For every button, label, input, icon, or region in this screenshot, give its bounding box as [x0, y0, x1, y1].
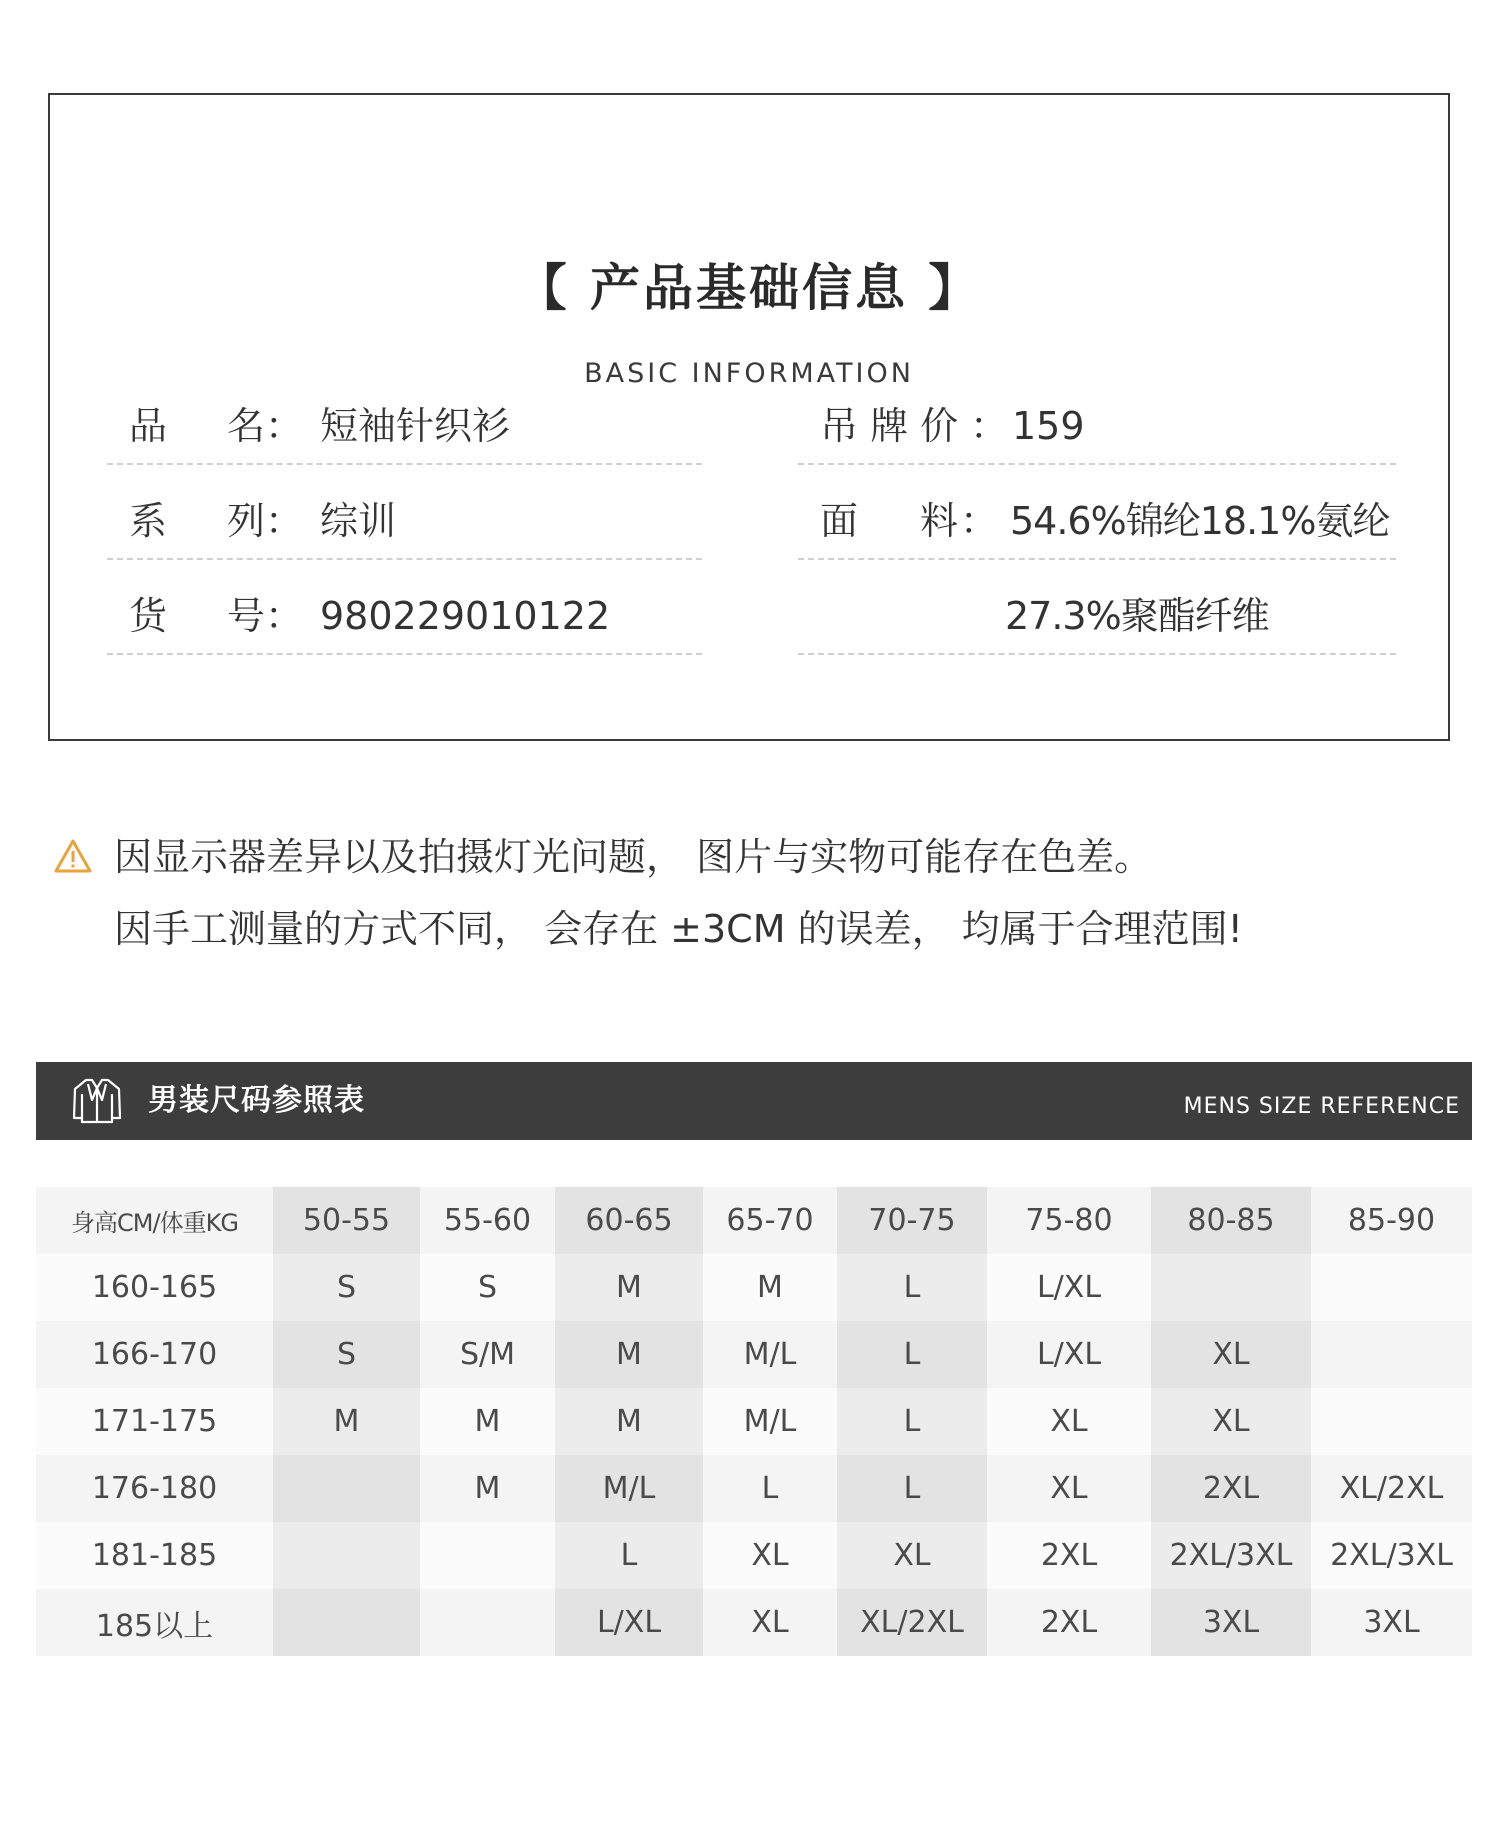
size-cell: L — [837, 1388, 987, 1455]
info-row-fabric — [798, 490, 1396, 560]
info-value: 短袖针织衫 — [320, 404, 511, 448]
size-cell: M — [555, 1254, 703, 1321]
size-cell: L — [837, 1321, 987, 1388]
size-cell — [1151, 1254, 1311, 1321]
info-label: 系 — [129, 499, 168, 543]
size-cell: XL — [837, 1522, 987, 1589]
weight-column-header: 70-75 — [837, 1187, 987, 1254]
size-table-row — [36, 1522, 1472, 1589]
info-value: 54.6%锦纶18.1%氨纶 — [1010, 499, 1390, 543]
size-cell: L/XL — [555, 1589, 703, 1656]
info-row-item-number — [107, 585, 702, 655]
size-cell: 3XL — [1151, 1589, 1311, 1656]
size-cell: L — [837, 1455, 987, 1522]
size-cell: XL — [703, 1589, 837, 1656]
size-cell — [420, 1522, 555, 1589]
info-title: 【 产品基础信息 】 — [516, 259, 982, 317]
size-cell: XL — [987, 1388, 1151, 1455]
size-cell: S/M — [420, 1321, 555, 1388]
info-colon: ： — [265, 499, 304, 543]
info-row-product-name — [107, 395, 702, 465]
size-cell: XL — [703, 1522, 837, 1589]
weight-column-header: 55-60 — [420, 1187, 555, 1254]
weight-column-header: 65-70 — [703, 1187, 837, 1254]
size-cell: L/XL — [987, 1254, 1151, 1321]
size-cell: 2XL/3XL — [1151, 1522, 1311, 1589]
info-value: 综训 — [320, 499, 397, 543]
info-row-fabric-continued — [798, 585, 1396, 655]
info-colon: ： — [960, 499, 999, 543]
jacket-logo-icon — [70, 1074, 124, 1128]
size-cell: 2XL — [987, 1589, 1151, 1656]
size-chart-title: 男装尺码参照表 — [148, 1083, 365, 1118]
size-cell — [1311, 1388, 1472, 1455]
size-cell — [1311, 1254, 1472, 1321]
height-row-header: 166-170 — [36, 1321, 273, 1388]
info-label: 号 — [227, 594, 266, 638]
size-cell: L — [837, 1254, 987, 1321]
size-cell: M — [273, 1388, 420, 1455]
size-cell — [273, 1589, 420, 1656]
info-label: 品 — [129, 404, 168, 448]
basic-info-card — [48, 93, 1450, 741]
size-table-row — [36, 1321, 1472, 1388]
height-row-header: 185以上 — [36, 1589, 273, 1656]
size-cell: S — [273, 1321, 420, 1388]
size-cell: XL — [987, 1455, 1151, 1522]
size-cell: 2XL — [1151, 1455, 1311, 1522]
size-table-row — [36, 1455, 1472, 1522]
size-table-row — [36, 1589, 1472, 1656]
size-cell: S — [420, 1254, 555, 1321]
size-cell: M — [420, 1388, 555, 1455]
height-row-header: 181-185 — [36, 1522, 273, 1589]
size-cell: M/L — [703, 1388, 837, 1455]
size-cell: S — [273, 1254, 420, 1321]
size-table-header-row — [36, 1187, 1472, 1254]
info-label: 列 — [227, 499, 266, 543]
weight-column-header: 85-90 — [1311, 1187, 1472, 1254]
size-cell: 2XL — [987, 1522, 1151, 1589]
weight-column-header: 50-55 — [273, 1187, 420, 1254]
weight-column-header: 60-65 — [555, 1187, 703, 1254]
height-row-header: 176-180 — [36, 1455, 273, 1522]
size-cell: M — [555, 1321, 703, 1388]
weight-column-header: 80-85 — [1151, 1187, 1311, 1254]
info-colon: ： — [265, 594, 304, 638]
height-row-header: 171-175 — [36, 1388, 273, 1455]
warning-triangle-icon — [53, 838, 93, 874]
size-cell: 2XL/3XL — [1311, 1522, 1472, 1589]
size-table-row — [36, 1254, 1472, 1321]
size-cell: L/XL — [987, 1321, 1151, 1388]
size-cell: 3XL — [1311, 1589, 1472, 1656]
size-cell: M — [703, 1254, 837, 1321]
info-value: 27.3%聚酯纤维 — [1005, 594, 1269, 638]
size-cell — [420, 1589, 555, 1656]
size-cell: XL — [1151, 1388, 1311, 1455]
info-colon: ： — [265, 404, 304, 448]
size-chart-header — [36, 1062, 1472, 1140]
size-table-row — [36, 1388, 1472, 1455]
info-row-series — [107, 490, 702, 560]
info-colon: ： — [970, 404, 1009, 448]
size-reference-table — [36, 1187, 1472, 1656]
size-cell: M — [555, 1388, 703, 1455]
height-row-header: 160-165 — [36, 1254, 273, 1321]
size-cell: M/L — [555, 1455, 703, 1522]
info-row-tag-price — [798, 395, 1396, 465]
info-label: 货 — [129, 594, 168, 638]
weight-column-header: 75-80 — [987, 1187, 1151, 1254]
size-cell — [273, 1455, 420, 1522]
info-value: 159 — [1012, 404, 1085, 448]
size-cell: XL — [1151, 1321, 1311, 1388]
size-chart-subtitle: MENS SIZE REFERENCE — [1183, 1094, 1460, 1119]
info-label: 料 — [920, 499, 959, 543]
size-cell — [273, 1522, 420, 1589]
size-cell: L — [555, 1522, 703, 1589]
size-cell: M — [420, 1455, 555, 1522]
info-value: 980229010122 — [320, 594, 611, 638]
info-label: 面 — [820, 499, 859, 543]
size-cell: M/L — [703, 1321, 837, 1388]
size-cell: L — [703, 1455, 837, 1522]
notice-line-measurement-error: 因手工测量的方式不同， 会存在 ±3CM 的误差， 均属于合理范围! — [114, 907, 1243, 951]
info-label: 吊 牌 价 — [820, 404, 959, 448]
notice-line-color-difference: 因显示器差异以及拍摄灯光问题， 图片与实物可能存在色差。 — [114, 835, 1153, 879]
info-label: 名 — [227, 404, 266, 448]
size-cell: XL/2XL — [837, 1589, 987, 1656]
size-cell — [1311, 1321, 1472, 1388]
height-weight-corner-header: 身高CM/体重KG — [36, 1187, 273, 1254]
size-cell: XL/2XL — [1311, 1455, 1472, 1522]
info-subtitle: BASIC INFORMATION — [584, 358, 914, 389]
